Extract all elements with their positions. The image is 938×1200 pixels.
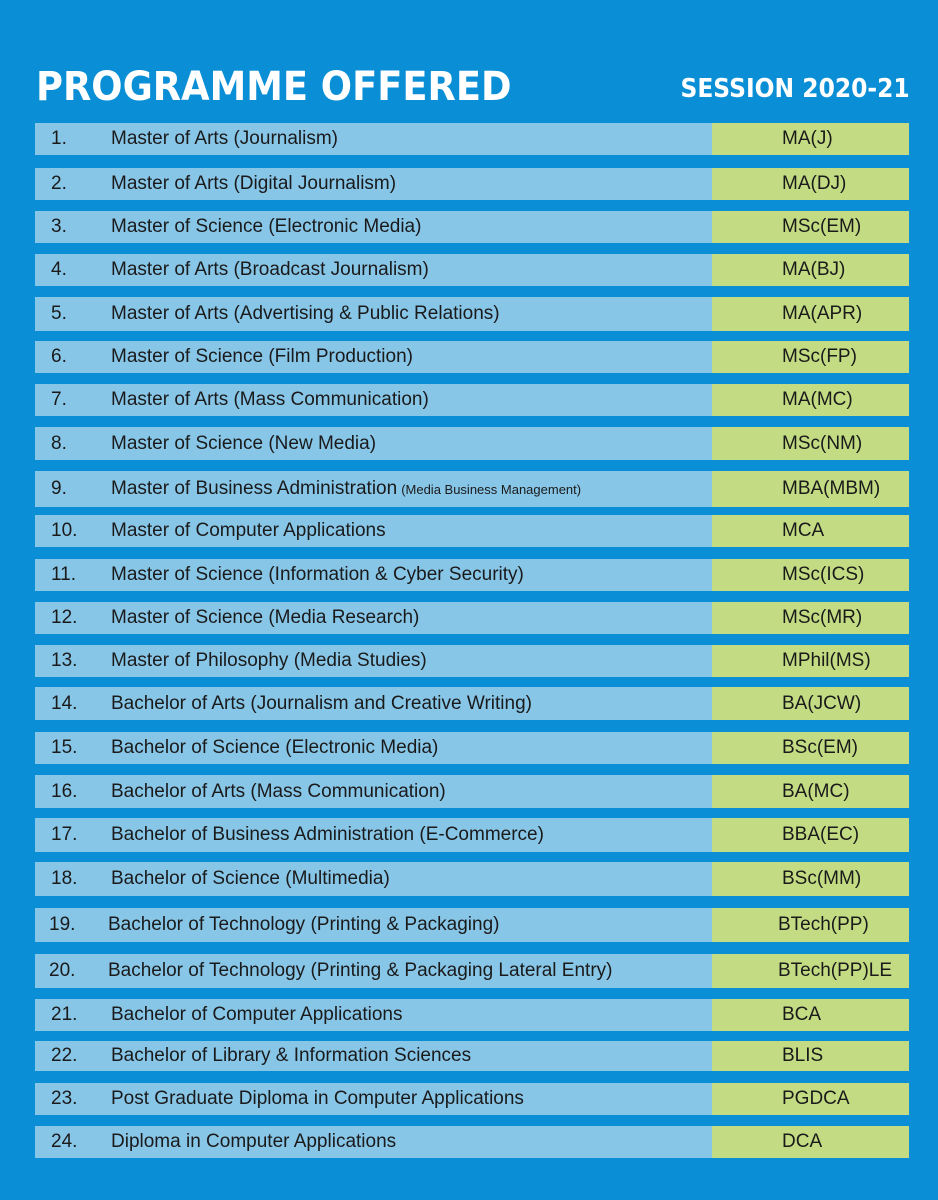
row-number: 14. [51,692,78,714]
table-row [35,427,909,460]
programme-title [111,824,712,846]
programme-title-text: Bachelor of Technology (Printing & Packaging Lateral Entry) [108,960,613,981]
row-number: 8. [51,432,67,454]
programme-title-text: Master of Science (Film Production) [111,346,413,367]
table-row [35,515,909,547]
row-number: 1. [51,128,67,149]
table-row [35,211,909,243]
programme-subtitle: (Media Business Management) [401,482,582,497]
session-label: SESSION 2020-21 [680,74,910,104]
row-number: 17. [51,824,78,845]
programme-title [111,216,712,238]
programme-name-cell [35,1041,712,1071]
row-number: 12. [51,607,78,628]
table-row [35,687,909,720]
programme-title-text: Master of Arts (Mass Communication) [111,389,429,410]
programme-name-cell [35,908,712,942]
table-row [35,908,909,942]
programme-code: BSc(MM) [712,862,909,896]
programme-code: BCA [712,999,909,1031]
programme-code: BTech(PP) [712,908,909,942]
table-row [35,732,909,764]
programme-title [111,781,712,803]
table-row [35,954,909,988]
table-row [35,341,909,373]
row-number: 23. [51,1088,78,1109]
programme-title-text: Bachelor of Computer Applications [111,1004,403,1025]
programme-code: MSc(NM) [712,427,909,460]
programme-title [111,1004,712,1026]
row-number: 16. [51,780,78,802]
table-row [35,645,909,677]
programme-code: BLIS [712,1041,909,1071]
programme-name-cell [35,954,712,988]
programme-code: MA(DJ) [712,168,909,200]
programme-title-text: Bachelor of Library & Information Sciences [111,1045,472,1066]
programme-name-cell [35,515,712,547]
table-row [35,559,909,591]
programme-name-cell [35,297,712,331]
row-number: 9. [51,478,67,499]
programme-code: DCA [712,1126,909,1158]
row-number: 5. [51,303,67,324]
row-number: 13. [51,650,78,671]
table-row [35,168,909,200]
programme-title [111,346,712,368]
table-row [35,602,909,634]
table-row [35,471,909,507]
programme-name-cell [35,1126,712,1158]
programme-code: BSc(EM) [712,732,909,764]
programme-title-text: Master of Science (Media Research) [111,607,420,628]
table-row [35,862,909,896]
programme-title-text: Master of Business Administration [111,478,398,499]
programme-code: BBA(EC) [712,818,909,852]
programme-name-cell [35,384,712,416]
programme-title [111,173,712,195]
programme-code: MA(MC) [712,384,909,416]
programme-title [111,389,712,411]
programme-name-cell [35,775,712,808]
programme-name-cell [35,341,712,373]
row-number: 7. [51,389,67,410]
programme-code: MA(BJ) [712,254,909,286]
programme-code: MA(J) [712,123,909,155]
programme-name-cell [35,168,712,200]
programme-title-text: Master of Science (Electronic Media) [111,216,422,237]
row-number: 6. [51,346,67,367]
row-number: 10. [51,520,78,541]
programme-name-cell [35,427,712,460]
programme-title [111,737,712,759]
table-row [35,254,909,286]
programme-code: BA(JCW) [712,687,909,720]
programme-title-text: Master of Arts (Broadcast Journalism) [111,259,429,280]
programme-title [111,1045,712,1067]
programme-code: MSc(ICS) [712,559,909,591]
programme-name-cell [35,1083,712,1115]
table-row [35,297,909,331]
table-row [35,384,909,416]
programme-name-cell [35,123,712,155]
programme-title [111,259,712,281]
programme-title [108,960,712,982]
programme-title [111,693,712,715]
programme-title-text: Bachelor of Business Administration (E-Commerce) [111,824,544,845]
row-number: 15. [51,737,78,758]
programme-title [111,607,712,629]
programme-code: MSc(MR) [712,602,909,634]
programme-title-text: Bachelor of Science (Multimedia) [111,868,390,889]
programme-title [111,564,712,586]
programme-name-cell [35,732,712,764]
programme-code: BTech(PP)LE [712,954,909,988]
row-number: 19. [49,914,76,935]
programme-code: MBA(MBM) [712,471,909,507]
programme-title [111,650,712,672]
programme-title-text: Bachelor of Arts (Mass Communication) [111,780,446,802]
programme-code: PGDCA [712,1083,909,1115]
programme-title-text: Post Graduate Diploma in Computer Applications [111,1088,524,1109]
row-number: 21. [51,1004,78,1025]
programme-title [111,478,712,500]
programme-title [111,868,712,890]
programme-name-cell [35,999,712,1031]
programme-title-text: Master of Computer Applications [111,520,386,541]
programme-name-cell [35,471,712,507]
programme-name-cell [35,559,712,591]
table-row [35,1126,909,1158]
programme-title [111,128,712,150]
programme-title-text: Master of Arts (Journalism) [111,128,338,149]
table-row [35,775,909,808]
table-row [35,999,909,1031]
table-row [35,1041,909,1071]
programme-name-cell [35,818,712,852]
row-number: 18. [51,868,78,889]
programme-title [111,433,712,455]
programme-code: MSc(EM) [712,211,909,243]
programme-title [111,303,712,325]
row-number: 24. [51,1131,78,1152]
programme-code: BA(MC) [712,775,909,808]
programme-title-text: Master of Philosophy (Media Studies) [111,650,427,671]
page-title: PROGRAMME OFFERED [36,64,512,110]
programme-name-cell [35,687,712,720]
programme-title [111,1088,712,1110]
row-number: 22. [51,1045,78,1066]
row-number: 20. [49,960,76,981]
programme-title [111,520,712,542]
programme-title-text: Master of Science (Information & Cyber Security) [111,564,524,585]
row-number: 3. [51,216,67,237]
programme-code: MSc(FP) [712,341,909,373]
programme-title-text: Master of Arts (Advertising & Public Relations) [111,303,500,324]
programme-title-text: Diploma in Computer Applications [111,1131,397,1152]
programme-name-cell [35,211,712,243]
programme-code: MPhil(MS) [712,645,909,677]
programme-name-cell [35,602,712,634]
programme-title [108,914,712,936]
row-number: 11. [51,564,77,585]
programme-name-cell [35,254,712,286]
programme-name-cell [35,645,712,677]
programme-code: MA(APR) [712,297,909,331]
programme-title-text: Master of Arts (Digital Journalism) [111,173,397,194]
programme-title-text: Bachelor of Arts (Journalism and Creative Writing) [111,692,532,714]
programme-code: MCA [712,515,909,547]
programme-title-text: Bachelor of Science (Electronic Media) [111,737,439,758]
programme-title-text: Master of Science (New Media) [111,432,377,454]
row-number: 4. [51,259,67,280]
programme-name-cell [35,862,712,896]
table-row [35,818,909,852]
table-row [35,123,909,155]
row-number: 2. [51,173,67,194]
table-row [35,1083,909,1115]
programme-title [111,1131,712,1153]
programme-title-text: Bachelor of Technology (Printing & Packaging) [108,914,500,935]
